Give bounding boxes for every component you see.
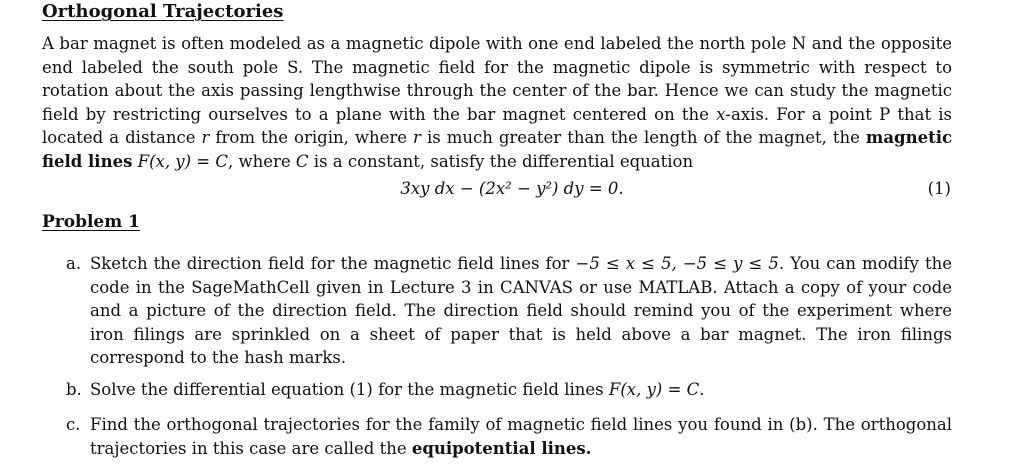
item-label: c. [66,415,81,434]
equation-text: 3xy dx − (2x² − y²) dy = 0. [400,179,624,198]
math-r-var: r [201,128,210,147]
section-title: Orthogonal Trajectories [42,1,284,22]
intro-text: is a constant, satisfy the differential equation [308,151,694,171]
item-text: Sketch the direction field for the magnetic field lines for [90,254,576,273]
bold-term-equipotential: equipotential lines. [411,438,592,458]
math-x-var: x [716,104,726,124]
math-field-expression: F(x, y) = C [137,151,229,171]
intro-paragraph [42,32,952,173]
problem-heading: Problem 1 [42,212,140,232]
math-field-expression: F(x, y) = C [608,380,700,399]
intro-text: from the origin, where [209,128,414,147]
math-range: −5 ≤ x ≤ 5, −5 ≤ y ≤ 5 [575,254,779,273]
problem-item-a [66,252,952,370]
item-text: . You can modify the code in the SageMathCell given in Lecture 3 in CANVAS or use MATLAB. Attach a copy of your code and a picture of the direction field. The direction field should remind you of the experiment where iron filings are sprinkled on a sheet of paper that is held above a bar magnet. The iron filings correspond to the hash marks. [90,254,952,367]
item-body [90,413,952,460]
intro-text: is much greater than the length of the magnet, the [420,128,866,147]
bold-term-field-lines: magnetic field lines [42,128,953,171]
item-text: Find the orthogonal trajectories for the family of magnetic field lines you found in (b). The orthogonal trajectories in this case are called the [90,415,952,458]
math-c-var: C [295,151,309,171]
item-label: a. [66,254,82,273]
intro-text: , where [228,151,296,171]
intro-text: A bar magnet is often modeled as a magnetic dipole with one end labeled the north pole N and the opposite end labeled the south pole S. The magnetic field for the magnetic dipole is symmetric with respect to rotation about the axis passing lengthwise through the center of the bar. Hence we can study the magnetic field by restricting ourselves to a plane with the bar magnet centered on the [42,34,952,124]
item-text: . [699,380,705,399]
problem-item-c [66,413,952,460]
item-label: b. [66,380,82,399]
problem-item-b [66,378,952,402]
item-body [90,252,952,370]
equation-number: (1) [927,179,951,198]
differential-equation [0,179,1024,198]
item-body [90,378,952,402]
intro-text: -axis. For a point P that is located a distance [42,104,953,147]
math-r-var: r [413,128,421,147]
item-text: Solve the differential equation (1) for the magnetic field lines [90,380,609,399]
